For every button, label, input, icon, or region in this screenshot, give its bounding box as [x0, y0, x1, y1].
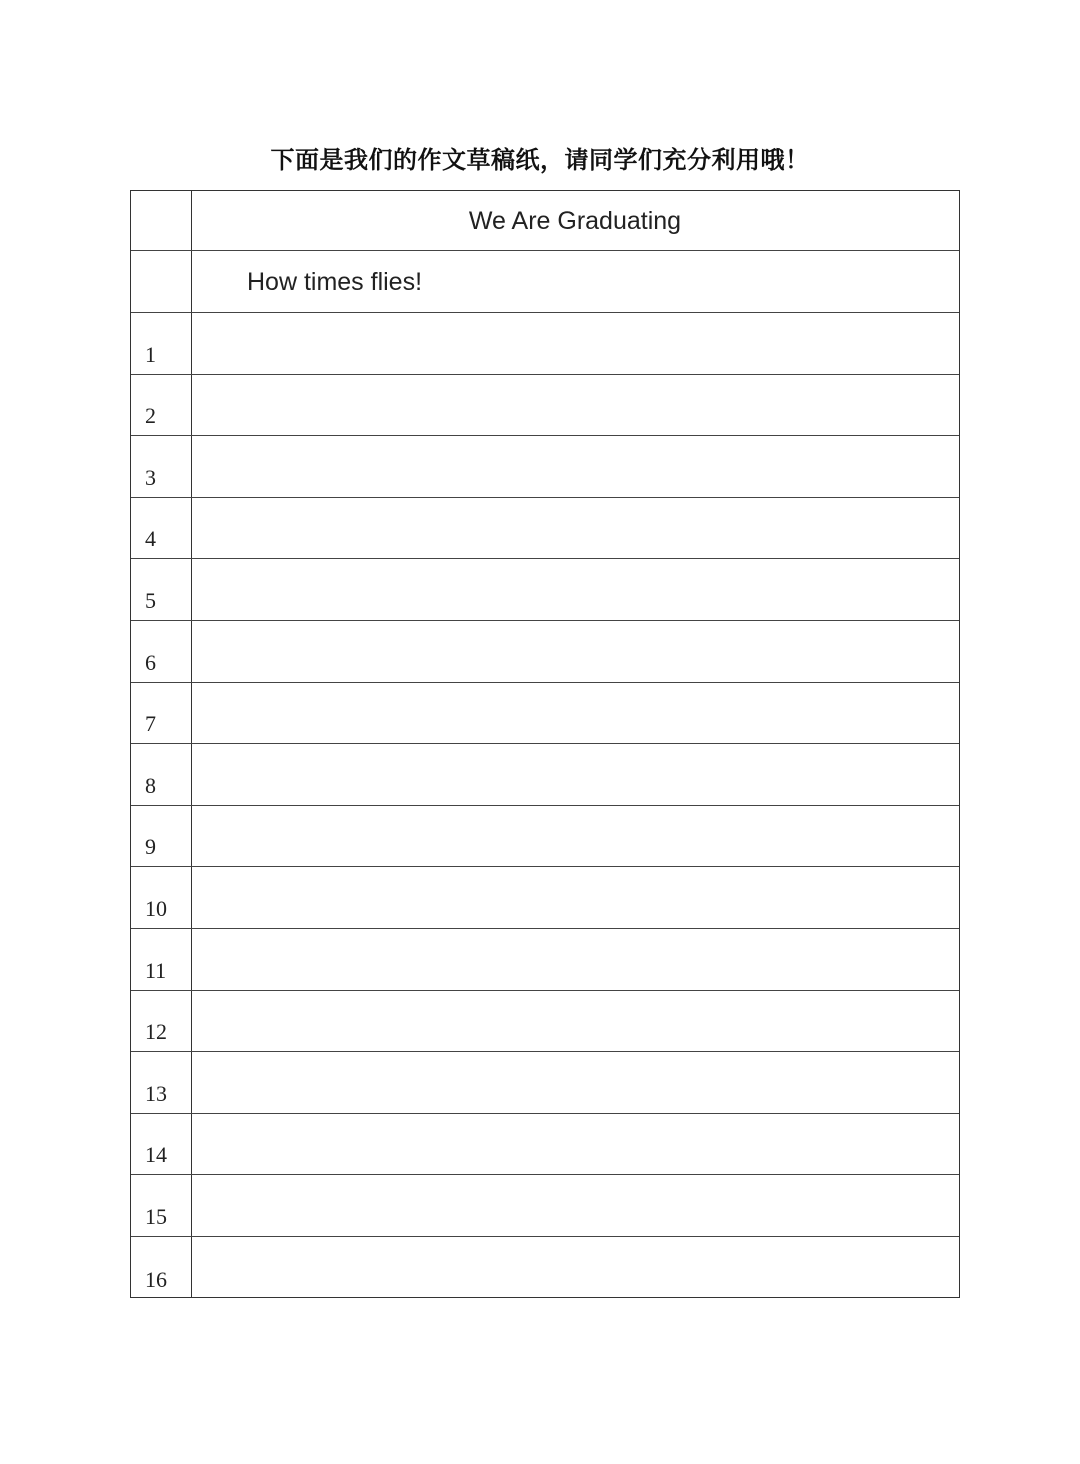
line-number: 8 [145, 772, 156, 798]
writing-line [131, 806, 959, 868]
line-number: 4 [145, 526, 156, 552]
line-number: 10 [145, 895, 167, 921]
essay-first-line: How times flies! [247, 268, 423, 296]
writing-line [131, 1114, 959, 1176]
line-number: 15 [145, 1203, 167, 1229]
writing-line [131, 683, 959, 745]
line-number: 6 [145, 649, 156, 675]
writing-line [131, 1175, 959, 1237]
writing-line [131, 1052, 959, 1114]
writing-line [131, 436, 959, 498]
title-row [131, 191, 959, 251]
line-number: 16 [145, 1266, 167, 1292]
line-number: 1 [145, 341, 156, 367]
writing-line [131, 313, 959, 375]
writing-line [131, 1237, 959, 1299]
line-number: 9 [145, 834, 156, 860]
line-number: 7 [145, 711, 156, 737]
line-number: 13 [145, 1080, 167, 1106]
line-number: 12 [145, 1019, 167, 1045]
page-heading: 下面是我们的作文草稿纸，请同学们充分利用哦！ [270, 146, 810, 174]
line-number: 14 [145, 1142, 167, 1168]
writing-line [131, 929, 959, 991]
line-number: 5 [145, 587, 156, 613]
line-number: 11 [145, 957, 167, 983]
writing-line [131, 559, 959, 621]
writing-line [131, 744, 959, 806]
writing-line [131, 498, 959, 560]
writing-line [131, 867, 959, 929]
writing-line [131, 375, 959, 437]
line-number: 3 [145, 464, 156, 490]
writing-line [131, 991, 959, 1053]
first-line-row [131, 251, 959, 313]
writing-line [131, 621, 959, 683]
essay-title: We Are Graduating [468, 207, 682, 235]
line-number: 2 [145, 403, 156, 429]
draft-sheet [130, 190, 960, 1298]
